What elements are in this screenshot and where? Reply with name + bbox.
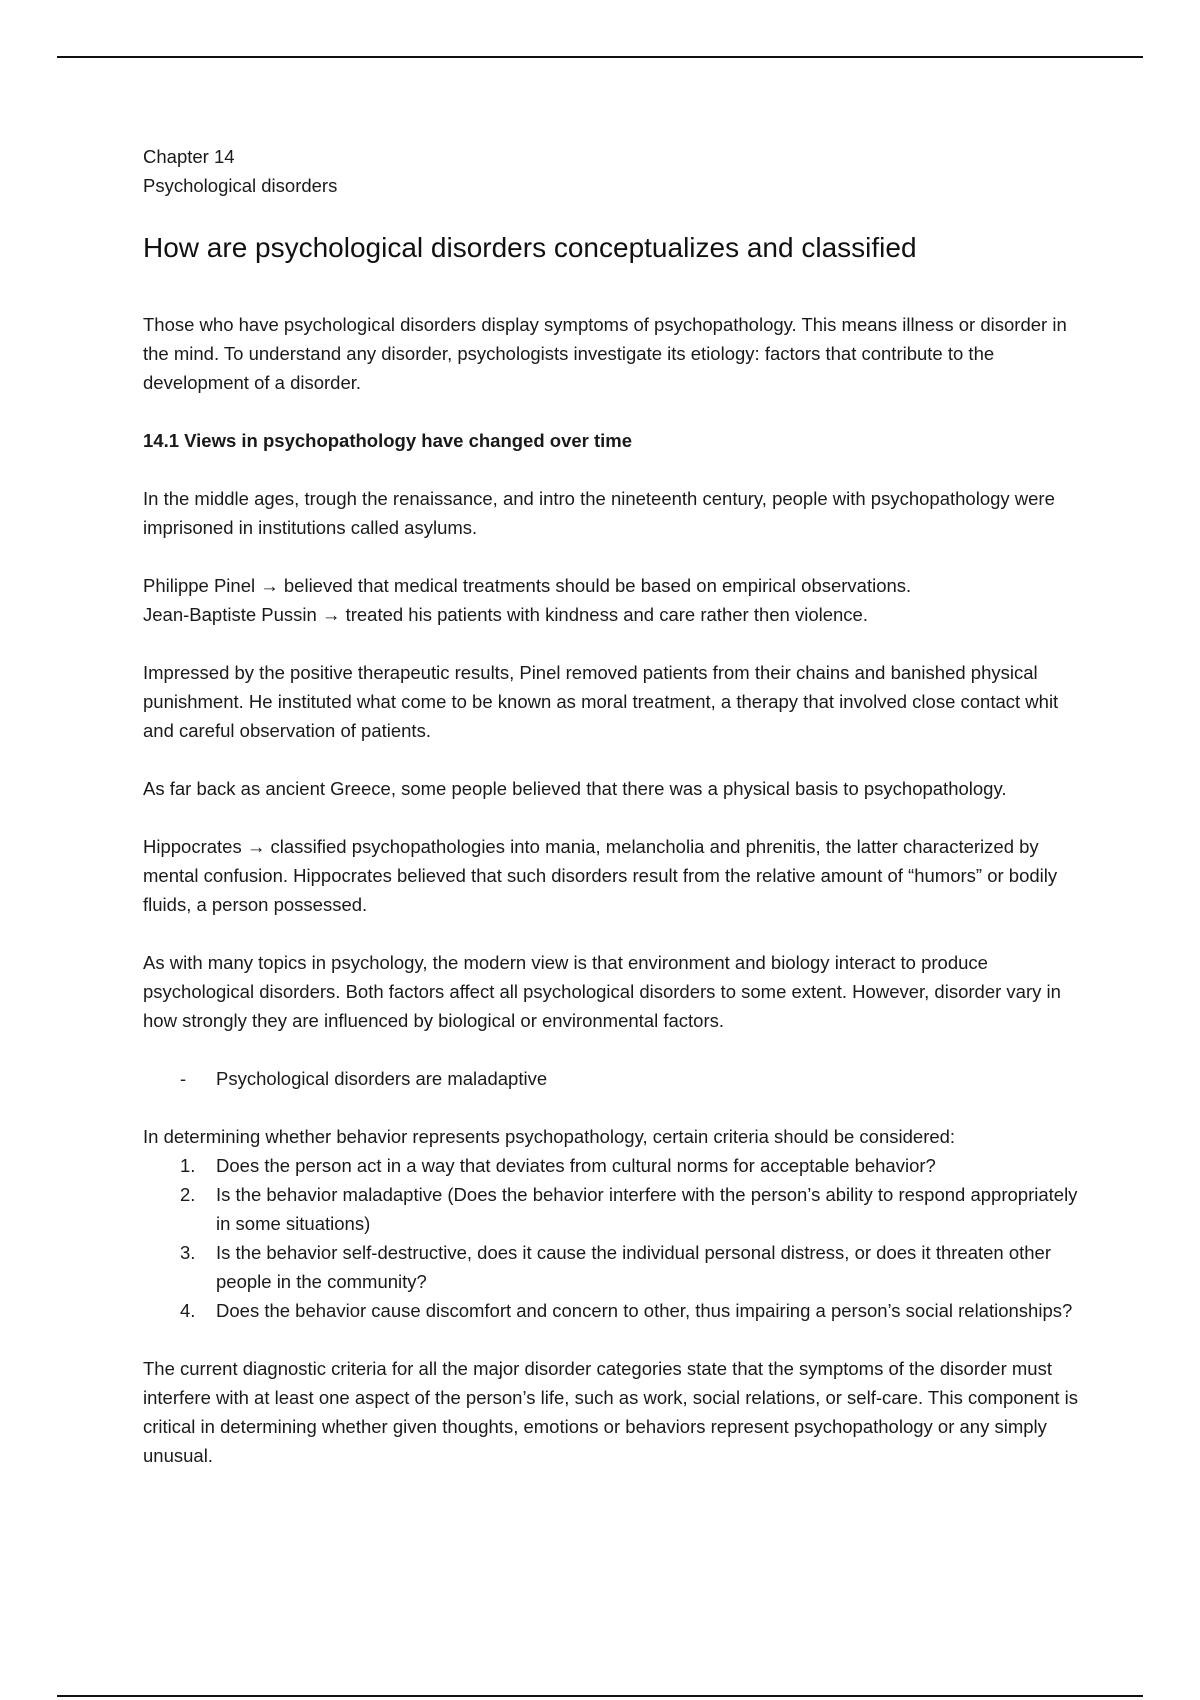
pinel-line: Philippe Pinel → believed that medical treatments should be based on empirical observations. xyxy=(143,575,912,596)
document-body xyxy=(143,142,1083,1470)
intro-paragraph: Those who have psychological disorders display symptoms of psychopathology. This means illness or disorder in the mind. To understand any disorder, psychologists investigate its etiology: factors that contribute to the development of a disorder. xyxy=(143,314,1067,393)
criteria-text: Does the behavior cause discomfort and concern to other, thus impairing a person’s social relationships? xyxy=(216,1300,1073,1321)
criteria-item xyxy=(143,1151,1083,1180)
middle-ages-paragraph: In the middle ages, trough the renaissance, and intro the nineteenth century, people with psychopathology were imprisoned in institutions called asylums. xyxy=(143,488,1055,538)
bottom-rule xyxy=(57,1695,1143,1697)
pussin-line: Jean-Baptiste Pussin → treated his patients with kindness and care rather then violence. xyxy=(143,604,868,625)
moral-treatment-paragraph: Impressed by the positive therapeutic results, Pinel removed patients from their chains and banished physical punishment. He instituted what come to be known as moral treatment, a therapy that involved close contact whit and careful observation of patients. xyxy=(143,662,1059,741)
chapter-subject: Psychological disorders xyxy=(143,175,338,196)
criteria-number: 4. xyxy=(180,1300,196,1321)
criteria-item xyxy=(143,1180,1083,1238)
section-heading: 14.1 Views in psychopathology have changed over time xyxy=(143,430,633,451)
greece-paragraph: As far back as ancient Greece, some people believed that there was a physical basis to psychopathology. xyxy=(143,778,1007,799)
criteria-item xyxy=(143,1296,1083,1325)
criteria-number: 1. xyxy=(180,1155,196,1176)
criteria-text: Is the behavior self-destructive, does it cause the individual personal distress, or does it threaten other people in the community? xyxy=(216,1242,1052,1292)
chapter-number: Chapter 14 xyxy=(143,146,235,167)
modern-view-paragraph: As with many topics in psychology, the modern view is that environment and biology interact to produce psychological disorders. Both factors affect all psychological disorders to some extent. However, disorder vary in how strongly they are influenced by biological or environmental factors. xyxy=(143,952,1061,1031)
criteria-text: Is the behavior maladaptive (Does the behavior interfere with the person’s ability to respond appropriately in some situations) xyxy=(216,1184,1078,1234)
top-rule xyxy=(57,56,1143,58)
bullet-item: - Psychological disorders are maladaptive xyxy=(143,1064,1083,1093)
hippocrates-paragraph: Hippocrates → classified psychopathologies into mania, melancholia and phrenitis, the latter characterized by mental confusion. Hippocrates believed that such disorders result from the relative amount of “humors” or bodily fluids, a person possessed. xyxy=(143,836,1058,915)
criteria-item xyxy=(143,1238,1083,1296)
criteria-number: 2. xyxy=(180,1184,196,1205)
bullet-list xyxy=(143,1064,1083,1093)
criteria-text: Does the person act in a way that deviates from cultural norms for acceptable behavior? xyxy=(216,1155,936,1176)
criteria-number: 3. xyxy=(180,1242,196,1263)
criteria-intro: In determining whether behavior represents psychopathology, certain criteria should be considered: xyxy=(143,1126,956,1147)
criteria-list xyxy=(143,1151,1083,1325)
page-title: How are psychological disorders conceptualizes and classified xyxy=(143,232,917,263)
closing-paragraph: The current diagnostic criteria for all the major disorder categories state that the symptoms of the disorder must interfere with at least one aspect of the person’s life, such as work, social relations, or self-care. This component is critical in determining whether given thoughts, emotions or behaviors represent psychopathology or any simply unusual. xyxy=(143,1358,1079,1466)
